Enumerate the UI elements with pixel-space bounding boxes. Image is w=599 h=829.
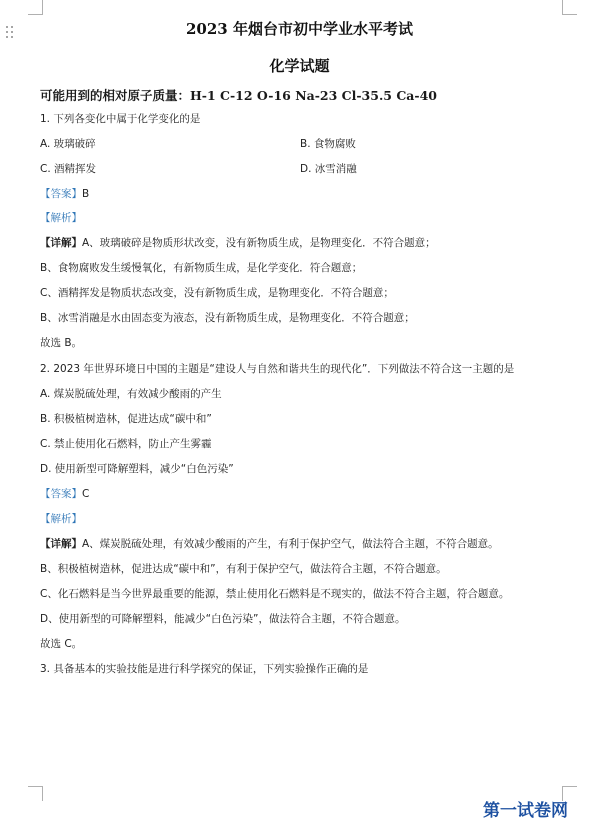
q2-answer-tag: 【答案】 (40, 488, 82, 500)
q1-answer-row (40, 187, 89, 201)
q3-stem: 3. 具备基本的实验技能是进行科学探究的保证，下列实验操作正确的是 (40, 663, 369, 675)
q1-detail-tag: 【详解】 (40, 237, 82, 249)
q2-option-d: D. 使用新型可降解塑料，减少“白色污染” (40, 463, 234, 475)
q1-analysis-tag: 【解析】 (40, 212, 82, 224)
q2-detail-3: C、化石燃料是当今世界最重要的能源，禁止使用化石燃料是不现实的，做法不符合主题，符合题意。 (40, 588, 510, 600)
q2-detail-tag: 【详解】 (40, 538, 82, 550)
q1-detail-1-text: A、玻璃破碎是物质形状改变，没有新物质生成，是物理变化．不符合题意； (82, 237, 436, 249)
exam-title: 2023 年烟台市初中学业水平考试 (186, 20, 413, 38)
q1-detail-4: B、冰雪消融是水由固态变为液态，没有新物质生成，是物理变化．不符合题意； (40, 312, 415, 324)
q1-option-c: C. 酒精挥发 (40, 163, 97, 175)
q1-answer: B (82, 188, 90, 200)
q2-option-a: A. 煤炭脱硫处理，有效减少酸雨的产生 (40, 388, 222, 400)
q1-stem: 1. 下列各变化中属于化学变化的是 (40, 113, 201, 125)
exam-subtitle: 化学试题 (269, 57, 330, 75)
crop-mark-top-left (28, 0, 43, 15)
q1-option-b: B. 食物腐败 (300, 138, 356, 150)
q2-conclusion: 故选 C。 (40, 638, 83, 650)
q1-option-d: D. 冰雪消融 (300, 163, 357, 175)
q1-answer-tag: 【答案】 (40, 188, 82, 200)
crop-mark-top-right (562, 0, 577, 15)
q2-option-c: C. 禁止使用化石燃料，防止产生雾霾 (40, 438, 212, 450)
q1-detail-1 (40, 236, 436, 250)
q2-detail-2: B、积极植树造林，促进达成“碳中和”，有利于保护空气，做法符合主题，不符合题意。 (40, 563, 447, 575)
q2-analysis-tag: 【解析】 (40, 513, 82, 525)
q2-answer: C (82, 488, 90, 500)
q1-detail-2: B、食物腐败发生缓慢氧化，有新物质生成，是化学变化．符合题意； (40, 262, 363, 274)
q2-stem: 2. 2023 年世界环境日中国的主题是“建设人与自然和谐共生的现代化”．下列做法不符合这一主题的是 (40, 363, 515, 375)
atomic-masses: 可能用到的相对原子质量：H-1 C-12 O-16 Na-23 Cl-35.5 Ca-40 (40, 88, 437, 103)
q2-detail-1 (40, 537, 499, 551)
q2-detail-1-text: A、煤炭脱硫处理，有效减少酸雨的产生，有利于保护空气，做法符合主题，不符合题意。 (82, 538, 499, 550)
q1-detail-3: C、酒精挥发是物质状态改变，没有新物质生成，是物理变化．不符合题意； (40, 287, 394, 299)
q2-detail-4: D、使用新型的可降解塑料，能减少“白色污染”，做法符合主题，不符合题意。 (40, 613, 406, 625)
site-watermark: 第一试卷网 (483, 801, 568, 821)
q2-option-b: B. 积极植树造林，促进达成“碳中和” (40, 413, 212, 425)
crop-mark-bottom-left (28, 786, 43, 801)
q1-option-a: A. 玻璃破碎 (40, 138, 96, 150)
q1-conclusion: 故选 B。 (40, 337, 83, 349)
q2-answer-row (40, 487, 89, 501)
